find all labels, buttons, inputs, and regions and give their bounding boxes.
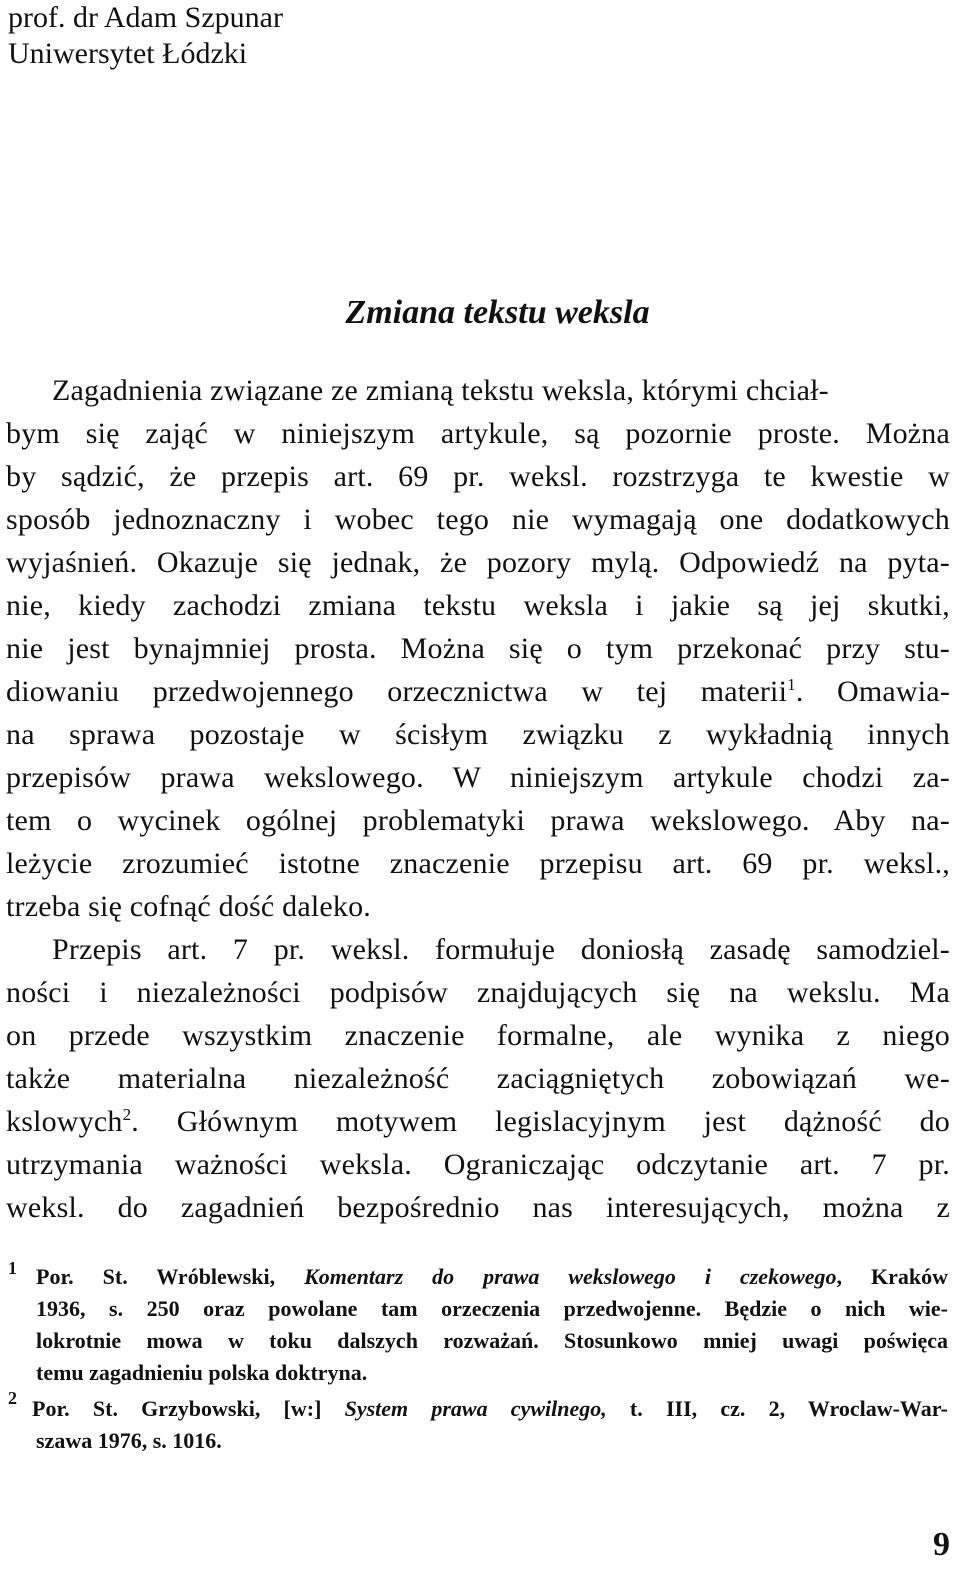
footnote-source-title: Komentarz do prawa wekslowego i czekowego <box>304 1264 837 1289</box>
body-line: weksl. do zagadnień bezpośrednio nas interesujących, można z <box>6 1191 950 1224</box>
page-number: 9 <box>933 1526 950 1563</box>
body-line: także materialna niezależność zaciągniętych zobowiązań we- <box>6 1062 950 1095</box>
body-line <box>6 1102 950 1142</box>
body-line: tem o wycinek ogólnej problematyki prawa wekslowego. Aby na- <box>6 804 950 837</box>
footnote-text: Por. St. Grzybowski, [w:] <box>32 1396 345 1421</box>
footnote-line: lokrotnie mowa w toku dalszych rozważań. Stosunkowo mniej uwagi poświęca <box>36 1328 948 1353</box>
body-line-text: diowaniu przedwojennego orzecznictwa w tej materii <box>6 675 788 708</box>
body-line: bym się zająć w niniejszym artykule, są pozornie proste. Można <box>6 417 950 450</box>
footnote-line <box>36 1262 948 1292</box>
body-line: by sądzić, że przepis art. 69 pr. weksl. rozstrzyga te kwestie w <box>6 460 950 493</box>
body-line: Zagadnienia związane ze zmianą tekstu weksla, którymi chciał- <box>52 374 829 407</box>
footnote-line: 1936, s. 250 oraz powolane tam orzeczenia przedwojenne. Będzie o nich wie- <box>36 1296 948 1321</box>
footnote-ref[interactable]: 1 <box>787 675 796 694</box>
footnote-text: , Kraków <box>836 1264 949 1289</box>
body-line: wyjaśnień. Okazuje się jednak, że pozory mylą. Odpowiedź na pyta- <box>6 546 950 579</box>
body-line: nie jest bynajmniej prosta. Można się o tym przekonać przy stu- <box>6 632 950 665</box>
footnote-text: t. III, cz. 2, Wroclaw-War- <box>606 1396 948 1421</box>
footnote-number: 2 <box>8 1388 17 1408</box>
body-line-tail: . Głównym motywem legislacyjnym jest dążność do <box>131 1105 950 1138</box>
body-line: on przede wszystkim znaczenie formalne, ale wynika z niego <box>6 1019 950 1052</box>
author-name: prof. dr Adam Szpunar <box>8 1 283 34</box>
body-line: przepisów prawa wekslowego. W niniejszym artykule chodzi za- <box>6 761 950 794</box>
body-line: Przepis art. 7 pr. weksl. formułuje doniosłą zasadę samodziel- <box>52 933 950 966</box>
body-line: sposób jednoznaczny i wobec tego nie wymagają one dodatkowych <box>6 503 950 536</box>
body-line: utrzymania ważności weksla. Ograniczając odczytanie art. 7 pr. <box>6 1148 950 1181</box>
article-title: Zmiana tekstu weksla <box>345 294 650 331</box>
body-line-text: kslowych <box>6 1105 123 1138</box>
body-line: na sprawa pozostaje w ścisłym związku z wykładnią innych <box>6 718 950 751</box>
footnote-ref[interactable]: 2 <box>122 1105 132 1124</box>
footnote-text: Por. St. Wróblewski, <box>36 1264 305 1289</box>
body-line-tail: . Omawia- <box>795 675 951 708</box>
body-line: nie, kiedy zachodzi zmiana tekstu weksla i jakie są jej skutki, <box>6 589 950 622</box>
footnote-number: 1 <box>8 1258 17 1278</box>
body-line: ności i niezależności podpisów znajdujących się na wekslu. Ma <box>6 976 950 1009</box>
footnote-line <box>32 1394 948 1424</box>
author-affiliation: Uniwersytet Łódzki <box>8 37 248 70</box>
footnote-line: szawa 1976, s. 1016. <box>36 1428 222 1453</box>
body-line <box>6 672 950 712</box>
footnote-source-title: System prawa cywilnego, <box>344 1396 607 1421</box>
footnote-line: temu zagadnieniu polska doktryna. <box>36 1360 368 1385</box>
body-line: leżycie zrozumieć istotne znaczenie przepisu art. 69 pr. weksl., <box>6 847 950 880</box>
body-line: trzeba się cofnąć dość daleko. <box>6 890 371 923</box>
